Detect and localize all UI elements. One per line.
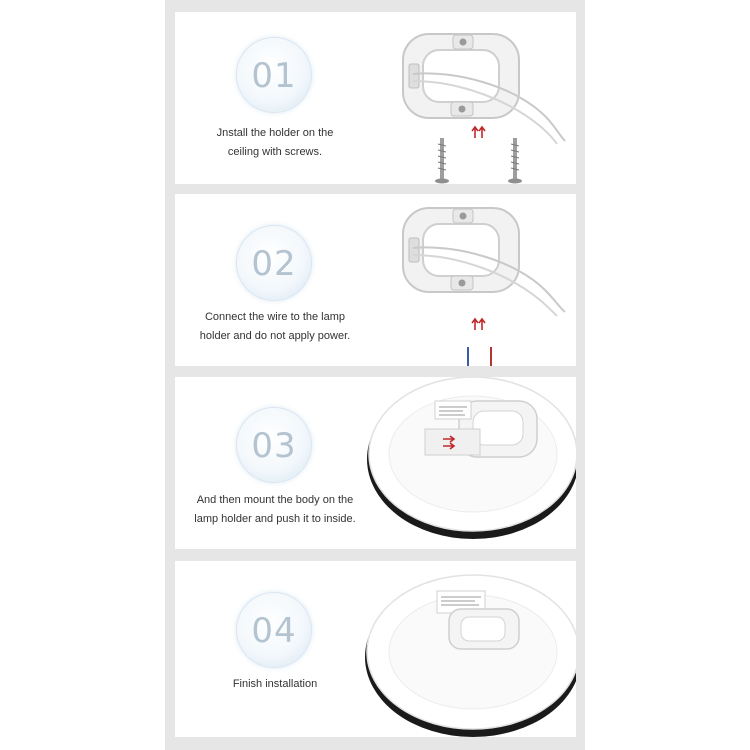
step-card-01 bbox=[175, 12, 576, 184]
label-sticker-icon bbox=[435, 401, 471, 419]
step-number: 01 bbox=[251, 56, 297, 96]
up-arrows-icon bbox=[472, 319, 485, 330]
step-caption bbox=[175, 124, 375, 162]
caption-line-2: lamp holder and push it to inside. bbox=[194, 513, 356, 525]
up-arrows-icon bbox=[472, 127, 485, 138]
screw-icon bbox=[435, 138, 449, 184]
step-number-badge bbox=[237, 38, 311, 112]
caption-line-1: And then mount the body on the bbox=[196, 494, 354, 506]
screw-icon bbox=[508, 138, 522, 184]
caption-line-1: Finish installation bbox=[232, 678, 318, 690]
step-number-badge bbox=[237, 593, 311, 667]
step-card-02 bbox=[175, 194, 576, 366]
step-card-04 bbox=[175, 561, 576, 737]
step-caption bbox=[175, 675, 375, 694]
step-number: 04 bbox=[251, 611, 297, 651]
holder-with-wires-image bbox=[395, 204, 575, 366]
finished-lamp-image bbox=[363, 573, 576, 737]
caption-line-1: Jnstall the holder on the bbox=[216, 127, 334, 139]
holder-with-screws-image bbox=[395, 26, 575, 184]
step-number-badge bbox=[237, 226, 311, 300]
caption-line-2: ceiling with screws. bbox=[227, 146, 323, 158]
step-number: 03 bbox=[251, 426, 297, 466]
blue-wire-icon bbox=[467, 347, 469, 366]
step-caption bbox=[175, 308, 375, 346]
lamp-body-mount-image bbox=[365, 377, 576, 549]
step-number: 02 bbox=[251, 244, 297, 284]
step-card-03 bbox=[175, 377, 576, 549]
red-wire-icon bbox=[490, 347, 492, 366]
step-number-badge bbox=[237, 408, 311, 482]
caption-line-2: holder and do not apply power. bbox=[199, 330, 351, 342]
caption-line-1: Connect the wire to the lamp bbox=[204, 311, 346, 323]
holder-bracket-icon bbox=[403, 34, 565, 144]
step-caption bbox=[175, 491, 375, 529]
holder-bracket-icon bbox=[403, 208, 565, 316]
